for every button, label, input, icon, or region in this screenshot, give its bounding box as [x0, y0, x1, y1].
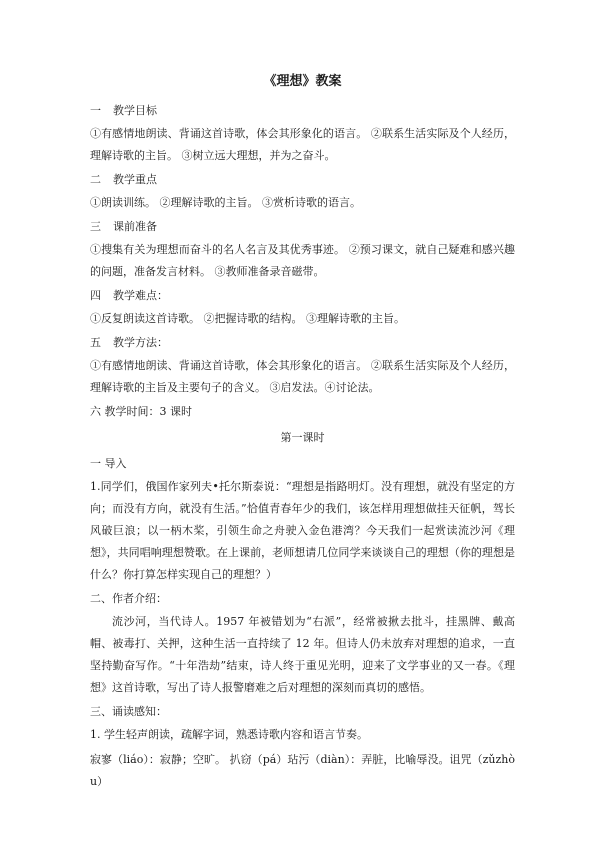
section-heading — [90, 171, 515, 189]
reading-heading: 三、诵读感知： — [90, 705, 167, 718]
intro-paragraph: 1.同学们，俄国作家列夫•托尔斯泰说：“理想是指路明灯。没有理想，就没有坚定的方向；而没有方向，就没有生活。”恰值青春年少的我们，该怎样用理想做挂天征帆，驾长风破巨浪；以一柄木桨，引领生命之舟驶入金色港湾？今天我们一起赏读流沙河《理想》，共同唱响理想赞歌。在上课前，老师想请几位同学来谈谈自己的理想（你的理想是什么？你打算怎样实现自己的理想？） — [90, 480, 515, 581]
section-number: 四 — [90, 289, 101, 302]
lesson-title: 第一课时 — [280, 431, 325, 444]
reading-step: 1. 学生轻声朗读，疏解字词，熟悉诗歌内容和语言节奏。 — [90, 728, 368, 741]
document-page — [90, 72, 515, 796]
vocabulary-line: 寂寥（liáo）：寂静；空旷。 扒窃（pá）玷污（diàn）：弄脏，比喻辱没。诅咒（zǔzhòu） — [90, 753, 515, 788]
section-content: ①朗读训练。 ②理解诗歌的主旨。 ③赏析诗歌的语言。 — [90, 196, 361, 209]
section-title: 教学方法： — [113, 336, 168, 349]
section-heading — [90, 334, 515, 352]
section-title: 教学难点： — [113, 289, 168, 302]
section-content: ①有感情地朗读、背诵这首诗歌，体会其形象化的语言。 ②联系生活实际及个人经历，理解诗歌的主旨及主要句子的含义。 ③启发法。④讨论法。 — [90, 359, 515, 394]
section-title: 教学重点 — [113, 173, 157, 186]
section-title: 教学目标 — [113, 104, 157, 117]
author-paragraph: 流沙河，当代诗人。1957 年被错划为“右派”，经常被揪去批斗，挂黑牌、戴高帽、被毒打、关押，这种生活一直持续了 12 年。但诗人仍未放弃对理想的追求，一直坚持勤奋写作。“十年浩劫”结束，诗人终于重见光明，迎来了文学事业的又一春。《理想》这首诗歌，写出了诗人报警磨难之后对理想的深刻而真切的感悟。 — [90, 615, 515, 694]
document-title: 《理想》教案 — [263, 74, 342, 89]
section-content: ①有感情地朗读、背诵这首诗歌，体会其形象化的语言。 ②联系生活实际及个人经历，理解诗歌的主旨。 ③树立远大理想，并为之奋斗。 — [90, 127, 515, 162]
author-heading: 二、作者介绍： — [90, 592, 167, 605]
section-heading — [90, 218, 515, 236]
section-content: ①反复朗读这首诗歌。 ②把握诗歌的结构。 ③理解诗歌的主旨。 — [90, 312, 405, 325]
section-content: ①搜集有关为理想而奋斗的名人名言及其优秀事迹。 ②预习课文，就自己疑难和感兴趣的问题，准备发言材料。 ③教师准备录音磁带。 — [90, 243, 515, 278]
section-number: 三 — [90, 220, 101, 233]
section-number: 二 — [90, 173, 101, 186]
section-number: 一 — [90, 104, 101, 117]
section-heading — [90, 287, 515, 305]
intro-heading: 一 导入 — [90, 457, 127, 470]
section-number: 五 — [90, 336, 101, 349]
section-title: 课前准备 — [113, 220, 157, 233]
teaching-time: 六 教学时间：3 课时 — [90, 405, 192, 418]
section-heading — [90, 102, 515, 120]
